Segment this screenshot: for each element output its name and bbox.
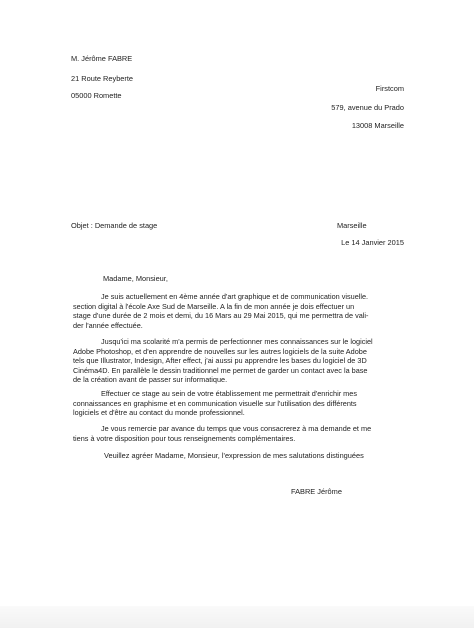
date: Le 14 Janvier 2015 [341,238,404,247]
paragraph-line: Je suis actuellement en 4ème année d'art graphique et de communication visuelle. [101,292,369,301]
recipient-city: 13008 Marseille [351,121,404,130]
recipient-company: Firstcom [375,84,404,93]
paragraph-line: Cinéma4D. En parallèle le dessin traditionnel me permet de garder un contact avec la base [73,365,368,375]
sender-city: 05000 Romette [71,91,122,100]
paragraph-line: de la création avant de passer sur informatique. [73,375,228,384]
paragraph-line: Jusqu'ici ma scolarité m'a permis de perfectionner mes connaissances sur le logiciel [101,337,373,346]
paragraph-line: Adobe Photoshop, et d'en apprendre de nouvelles sur les autres logiciels de la suite Adobe [73,346,367,356]
paragraph-line: tiens à votre disposition pour tous renseignements complémentaires. [73,433,296,443]
recipient-street: 579, avenue du Prado [331,103,404,112]
place: Marseille [337,221,367,230]
paragraph-2 [73,337,406,385]
signature-name: FABRE Jérôme [291,487,342,496]
paragraph-line: logiciels et d'être au contact du monde professionnel. [73,408,245,417]
paragraph-line: tels que Illustrator, Indesign, After effect, j'ai aussi pu apprendre les bases du logiciel de 3D [73,356,367,365]
paragraph-line: Effectuer ce stage au sein de votre établissement me permettrait d'enrichir mes [101,389,357,398]
salutation: Madame, Monsieur, [103,274,168,283]
subject-line: Objet : Demande de stage [71,221,158,230]
paragraph-line: section digital à l'école Axe Sud de Marseille. A la fin de mon année je dois effectuer un [73,301,355,311]
paragraph-4 [73,424,406,443]
paragraph-1 [73,292,406,330]
closing-formula: Veuillez agréer Madame, Monsieur, l'expression de mes salutations distinguées [104,451,364,460]
paragraph-line: Je vous remercie par avance du temps que vous consacrerez à ma demande et me [101,424,372,433]
sender-street: 21 Route Reyberte [71,74,134,83]
paragraph-line: stage d'une durée de 2 mois et demi, du 16 Mars au 29 Mai 2015, qui me permettra de vali- [73,311,369,320]
page-bottom-shadow [0,606,474,628]
paragraph-3 [73,389,406,418]
sender-name: M. Jérôme FABRE [71,54,133,63]
paragraph-line: der l'année effectuée. [73,320,143,330]
paragraph-line: connaissances en graphisme et en communication visuelle sur l'utilisation des différents [73,398,357,408]
